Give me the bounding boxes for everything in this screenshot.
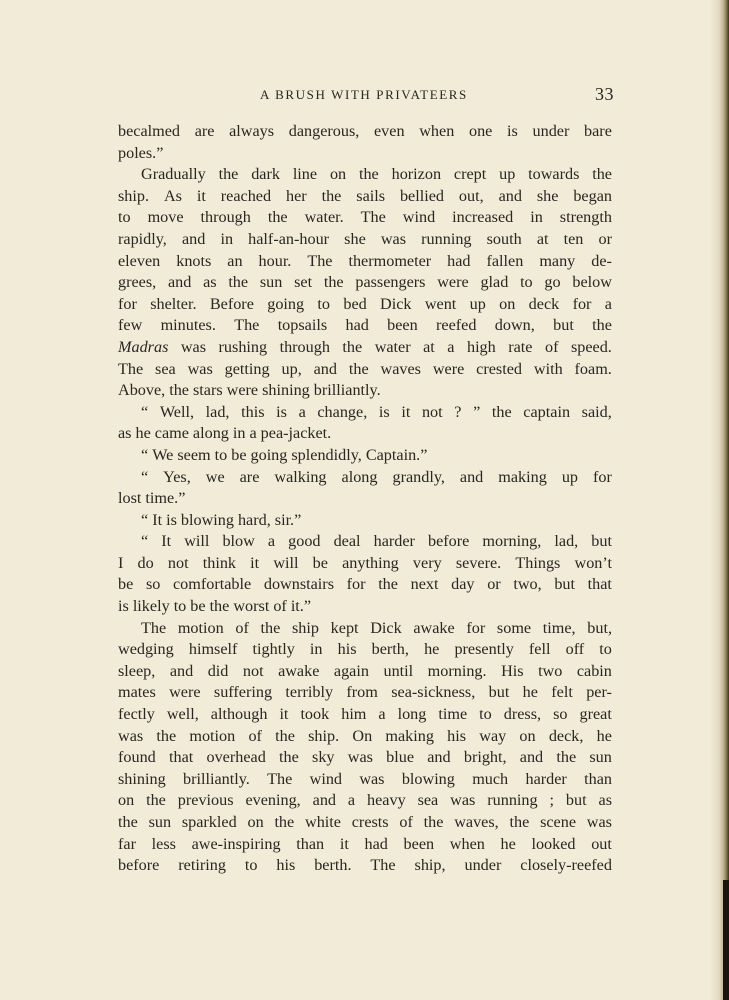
text-line: Above, the stars were shining brilliantly.	[118, 381, 381, 400]
text-line: be so comfortable downstairs for the next day or two, but that	[118, 575, 612, 594]
text-line: “ We seem to be going splendidly, Captain.”	[141, 445, 428, 464]
text-line: becalmed are always dangerous, even when one is under bare	[118, 122, 612, 140]
text-line: sleep, and did not awake again until morning. His two cabin	[118, 661, 612, 680]
text-line: the sun sparkled on the white crests of the waves, the scene was	[118, 813, 612, 831]
text-line: Madras was rushing through the water at a high rate of speed.	[118, 337, 612, 356]
text-line: eleven knots an hour. The thermometer had fallen many de-	[118, 251, 612, 270]
text-line: The sea was getting up, and the waves were crested with foam.	[118, 359, 612, 378]
text-line: far less awe-inspiring than it had been when he looked out	[118, 834, 612, 853]
text-line: grees, and as the sun set the passengers were glad to go below	[118, 273, 612, 292]
text-line: “ Yes, we are walking along grandly, and making up for	[141, 467, 612, 486]
page-binding-edge	[711, 0, 729, 1000]
text-line: shining brilliantly. The wind was blowing much harder than	[118, 769, 612, 788]
text-line: found that overhead the sky was blue and bright, and the sun	[118, 748, 612, 767]
running-title: A BRUSH WITH PRIVATEERS	[260, 87, 468, 102]
text-line: for shelter. Before going to bed Dick went up on deck for a	[118, 294, 612, 313]
text-line: wedging himself tightly in his berth, he presently fell off to	[118, 640, 612, 659]
text-line: mates were suffering terribly from sea-sickness, but he felt per-	[118, 683, 612, 702]
text-line: “ Well, lad, this is a change, is it not ? ” the captain said,	[141, 402, 612, 421]
text-line: as he came along in a pea-jacket.	[118, 424, 332, 443]
text-line: Gradually the dark line on the horizon crept up towards the	[141, 165, 612, 184]
text-line: The motion of the ship kept Dick awake for some time, but,	[141, 618, 612, 637]
text-line: lost time.”	[118, 489, 186, 508]
text-line: fectly well, although it took him a long time to dress, so great	[118, 705, 612, 724]
text-line: “ It will blow a good deal harder before morning, lad, but	[141, 532, 612, 551]
running-header	[116, 84, 616, 108]
text-line: is likely to be the worst of it.”	[118, 597, 312, 616]
text-line: to move through the water. The wind increased in strength	[118, 208, 612, 227]
text-line: I do not think it will be anything very severe. Things won’t	[118, 553, 612, 572]
page-number: 33	[595, 84, 614, 104]
text-line: on the previous evening, and a heavy sea was running ; but as	[118, 791, 612, 810]
text-line: few minutes. The topsails had been reefed down, but the	[118, 316, 612, 335]
body-text	[118, 121, 612, 877]
text-line: rapidly, and in half-an-hour she was running south at ten or	[118, 229, 612, 248]
text-line: “ It is blowing hard, sir.”	[141, 510, 302, 529]
text-line: before retiring to his berth. The ship, under closely-reefed	[118, 856, 612, 875]
text-line: poles.”	[118, 143, 164, 162]
text-line: was the motion of the ship. On making his way on deck, he	[118, 726, 612, 745]
text-line: ship. As it reached her the sails bellied out, and she began	[118, 186, 612, 205]
